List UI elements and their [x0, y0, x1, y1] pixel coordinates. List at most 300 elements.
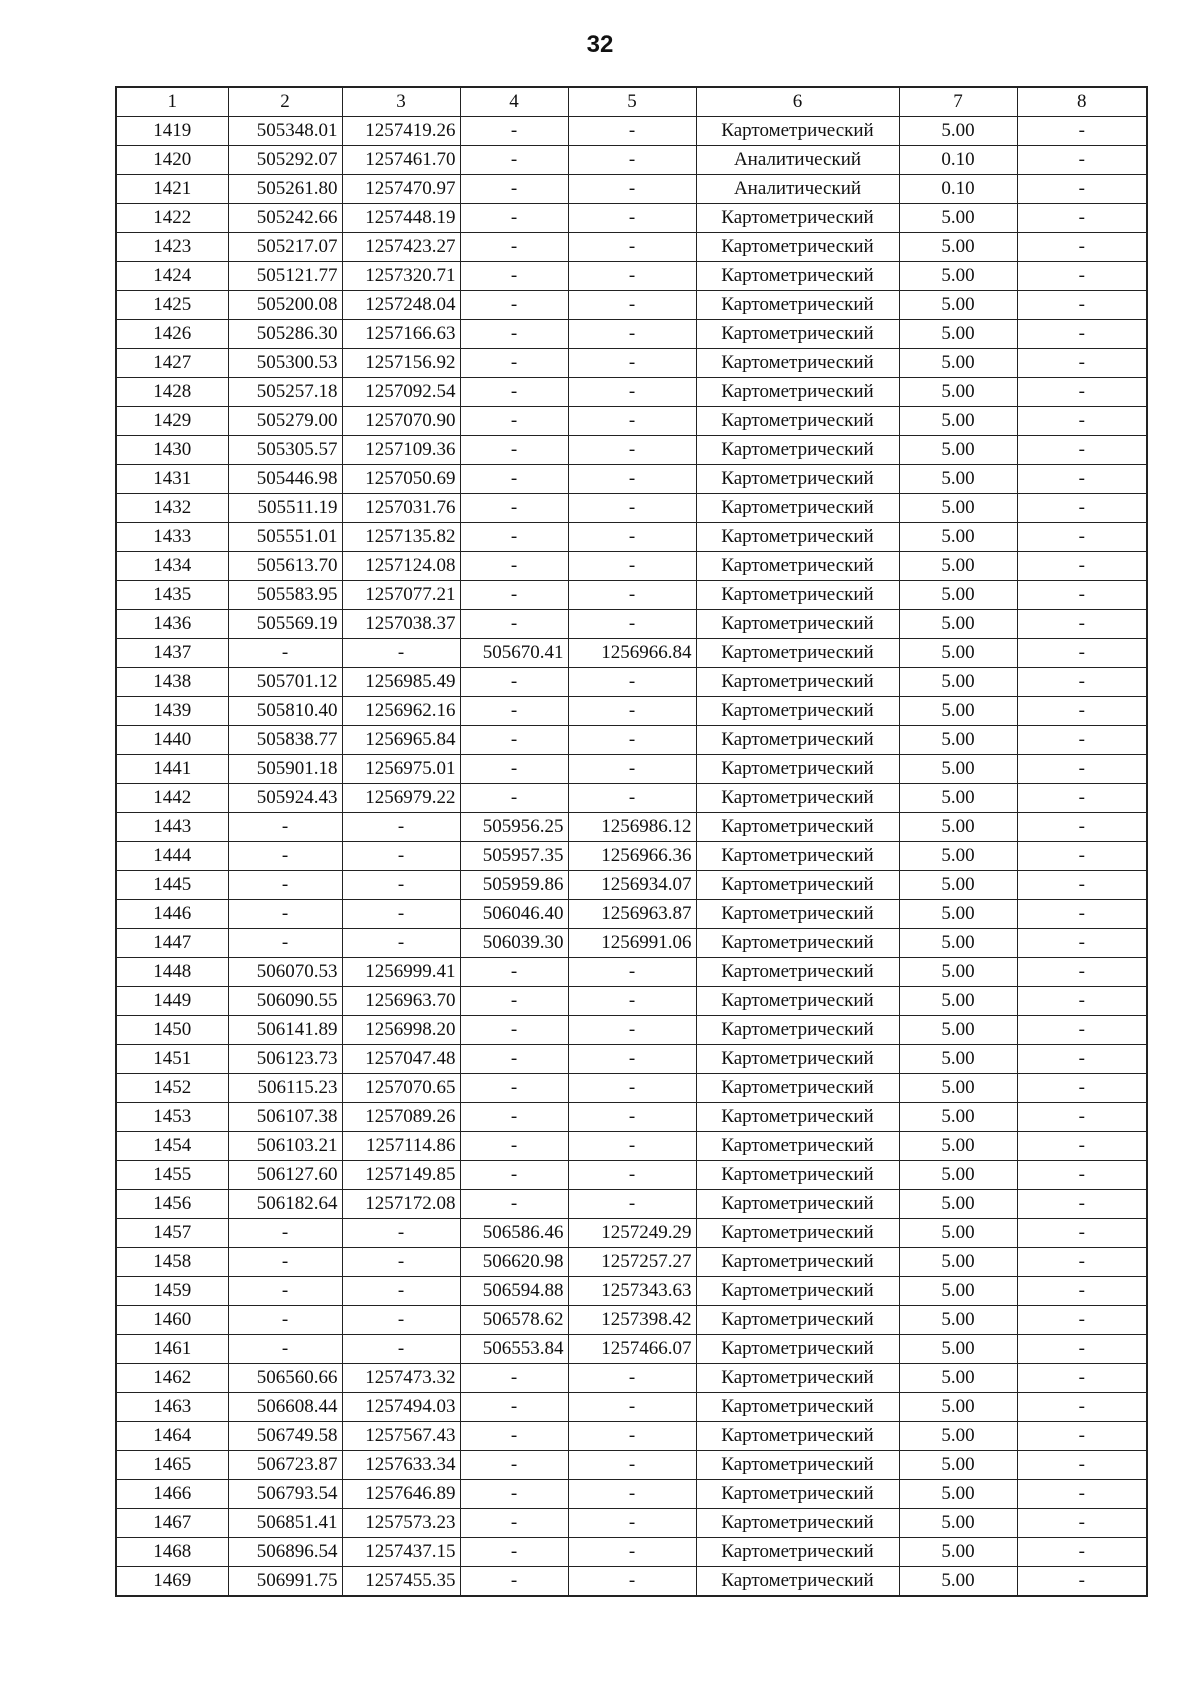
- cell-x-coordinate: 505348.01: [228, 117, 342, 146]
- table-header-row: [116, 87, 1147, 117]
- cell-x-coordinate: 506090.55: [228, 987, 342, 1016]
- cell-x-coordinate: -: [228, 929, 342, 958]
- cell-note: -: [1017, 755, 1147, 784]
- cell-x-coordinate: 506608.44: [228, 1393, 342, 1422]
- cell-x-coordinate: 506103.21: [228, 1132, 342, 1161]
- cell-y-coordinate: 1257494.03: [342, 1393, 460, 1422]
- cell-accuracy: 5.00: [899, 1045, 1017, 1074]
- cell-method: Картометрический: [696, 1219, 899, 1248]
- cell-point-number: 1465: [116, 1451, 228, 1480]
- cell-y-coordinate: 1257135.82: [342, 523, 460, 552]
- cell-point-number: 1423: [116, 233, 228, 262]
- cell-point-number: 1456: [116, 1190, 228, 1219]
- cell-point-number: 1422: [116, 204, 228, 233]
- table-row: [116, 871, 1147, 900]
- cell-note: -: [1017, 1306, 1147, 1335]
- cell-accuracy: 5.00: [899, 784, 1017, 813]
- cell-method: Картометрический: [696, 378, 899, 407]
- table-row: [116, 349, 1147, 378]
- cell-x-new-coordinate: -: [460, 262, 568, 291]
- cell-method: Картометрический: [696, 929, 899, 958]
- cell-x-coordinate: 505583.95: [228, 581, 342, 610]
- cell-y-new-coordinate: -: [568, 784, 696, 813]
- cell-point-number: 1455: [116, 1161, 228, 1190]
- cell-note: -: [1017, 494, 1147, 523]
- table-row: [116, 320, 1147, 349]
- cell-point-number: 1438: [116, 668, 228, 697]
- cell-method: Картометрический: [696, 320, 899, 349]
- cell-method: Картометрический: [696, 233, 899, 262]
- table-row: [116, 1451, 1147, 1480]
- cell-y-new-coordinate: -: [568, 552, 696, 581]
- table-row: [116, 233, 1147, 262]
- cell-note: -: [1017, 407, 1147, 436]
- cell-note: -: [1017, 262, 1147, 291]
- table-row: [116, 175, 1147, 204]
- cell-y-coordinate: 1257038.37: [342, 610, 460, 639]
- cell-accuracy: 5.00: [899, 1219, 1017, 1248]
- cell-x-coordinate: 505217.07: [228, 233, 342, 262]
- cell-x-new-coordinate: -: [460, 523, 568, 552]
- cell-y-new-coordinate: -: [568, 987, 696, 1016]
- table-row: [116, 1393, 1147, 1422]
- cell-method: Картометрический: [696, 1248, 899, 1277]
- cell-accuracy: 5.00: [899, 1248, 1017, 1277]
- cell-point-number: 1464: [116, 1422, 228, 1451]
- cell-y-new-coordinate: -: [568, 320, 696, 349]
- cell-accuracy: 5.00: [899, 233, 1017, 262]
- column-header-7: 7: [899, 87, 1017, 117]
- cell-point-number: 1432: [116, 494, 228, 523]
- cell-y-coordinate: 1257633.34: [342, 1451, 460, 1480]
- cell-y-coordinate: 1256979.22: [342, 784, 460, 813]
- cell-accuracy: 0.10: [899, 146, 1017, 175]
- cell-x-new-coordinate: -: [460, 581, 568, 610]
- cell-x-coordinate: -: [228, 1219, 342, 1248]
- cell-y-new-coordinate: -: [568, 1045, 696, 1074]
- table-row: [116, 1335, 1147, 1364]
- cell-x-coordinate: 505200.08: [228, 291, 342, 320]
- cell-accuracy: 5.00: [899, 1567, 1017, 1597]
- table-row: [116, 581, 1147, 610]
- cell-x-new-coordinate: -: [460, 1016, 568, 1045]
- cell-point-number: 1421: [116, 175, 228, 204]
- cell-y-new-coordinate: -: [568, 523, 696, 552]
- cell-method: Картометрический: [696, 1567, 899, 1597]
- cell-point-number: 1454: [116, 1132, 228, 1161]
- table-row: [116, 523, 1147, 552]
- cell-accuracy: 5.00: [899, 1277, 1017, 1306]
- cell-x-coordinate: 506123.73: [228, 1045, 342, 1074]
- table-row: [116, 1538, 1147, 1567]
- cell-method: Картометрический: [696, 1480, 899, 1509]
- cell-y-new-coordinate: -: [568, 697, 696, 726]
- cell-y-new-coordinate: 1256966.84: [568, 639, 696, 668]
- cell-y-new-coordinate: -: [568, 668, 696, 697]
- cell-method: Картометрический: [696, 1190, 899, 1219]
- cell-y-new-coordinate: -: [568, 291, 696, 320]
- cell-point-number: 1443: [116, 813, 228, 842]
- cell-accuracy: 5.00: [899, 1132, 1017, 1161]
- cell-point-number: 1430: [116, 436, 228, 465]
- cell-point-number: 1457: [116, 1219, 228, 1248]
- cell-note: -: [1017, 697, 1147, 726]
- cell-y-coordinate: 1257166.63: [342, 320, 460, 349]
- cell-x-new-coordinate: -: [460, 494, 568, 523]
- cell-x-new-coordinate: -: [460, 958, 568, 987]
- cell-x-new-coordinate: -: [460, 436, 568, 465]
- cell-point-number: 1469: [116, 1567, 228, 1597]
- cell-x-coordinate: 506182.64: [228, 1190, 342, 1219]
- cell-note: -: [1017, 436, 1147, 465]
- table-row: [116, 1219, 1147, 1248]
- cell-y-coordinate: -: [342, 639, 460, 668]
- cell-x-new-coordinate: -: [460, 726, 568, 755]
- cell-y-coordinate: 1256962.16: [342, 697, 460, 726]
- table-row: [116, 262, 1147, 291]
- cell-method: Картометрический: [696, 726, 899, 755]
- cell-x-new-coordinate: -: [460, 1422, 568, 1451]
- cell-x-coordinate: 505292.07: [228, 146, 342, 175]
- cell-method: Картометрический: [696, 842, 899, 871]
- cell-method: Картометрический: [696, 755, 899, 784]
- cell-accuracy: 5.00: [899, 465, 1017, 494]
- cell-point-number: 1426: [116, 320, 228, 349]
- cell-note: -: [1017, 900, 1147, 929]
- column-header-5: 5: [568, 87, 696, 117]
- table-row: [116, 842, 1147, 871]
- cell-x-new-coordinate: 506039.30: [460, 929, 568, 958]
- cell-y-coordinate: -: [342, 842, 460, 871]
- cell-accuracy: 5.00: [899, 958, 1017, 987]
- cell-x-new-coordinate: -: [460, 697, 568, 726]
- cell-method: Картометрический: [696, 1016, 899, 1045]
- cell-accuracy: 5.00: [899, 726, 1017, 755]
- cell-note: -: [1017, 233, 1147, 262]
- table-row: [116, 1016, 1147, 1045]
- table-row: [116, 1103, 1147, 1132]
- cell-point-number: 1429: [116, 407, 228, 436]
- cell-note: -: [1017, 1509, 1147, 1538]
- cell-x-new-coordinate: -: [460, 755, 568, 784]
- cell-method: Картометрический: [696, 1306, 899, 1335]
- cell-accuracy: 5.00: [899, 987, 1017, 1016]
- cell-y-coordinate: 1257461.70: [342, 146, 460, 175]
- cell-y-coordinate: 1256963.70: [342, 987, 460, 1016]
- cell-y-coordinate: -: [342, 813, 460, 842]
- cell-y-new-coordinate: -: [568, 1538, 696, 1567]
- cell-method: Картометрический: [696, 1161, 899, 1190]
- cell-x-new-coordinate: 505957.35: [460, 842, 568, 871]
- cell-x-new-coordinate: -: [460, 117, 568, 146]
- cell-note: -: [1017, 1451, 1147, 1480]
- table-row: [116, 639, 1147, 668]
- column-header-8: 8: [1017, 87, 1147, 117]
- cell-point-number: 1425: [116, 291, 228, 320]
- table-row: [116, 987, 1147, 1016]
- cell-point-number: 1436: [116, 610, 228, 639]
- cell-x-coordinate: 506141.89: [228, 1016, 342, 1045]
- cell-point-number: 1445: [116, 871, 228, 900]
- cell-accuracy: 5.00: [899, 1103, 1017, 1132]
- cell-y-new-coordinate: -: [568, 1364, 696, 1393]
- cell-x-new-coordinate: -: [460, 407, 568, 436]
- cell-x-coordinate: 506127.60: [228, 1161, 342, 1190]
- cell-note: -: [1017, 1045, 1147, 1074]
- cell-y-new-coordinate: -: [568, 1393, 696, 1422]
- cell-x-coordinate: 506070.53: [228, 958, 342, 987]
- cell-point-number: 1420: [116, 146, 228, 175]
- cell-x-new-coordinate: -: [460, 1103, 568, 1132]
- cell-y-new-coordinate: 1256963.87: [568, 900, 696, 929]
- cell-method: Картометрический: [696, 900, 899, 929]
- cell-y-coordinate: 1257070.65: [342, 1074, 460, 1103]
- cell-note: -: [1017, 1364, 1147, 1393]
- cell-y-new-coordinate: -: [568, 233, 696, 262]
- cell-y-new-coordinate: 1256991.06: [568, 929, 696, 958]
- cell-method: Картометрический: [696, 1074, 899, 1103]
- cell-x-new-coordinate: 506594.88: [460, 1277, 568, 1306]
- table-row: [116, 407, 1147, 436]
- cell-note: -: [1017, 581, 1147, 610]
- cell-y-coordinate: 1257156.92: [342, 349, 460, 378]
- cell-y-new-coordinate: 1257398.42: [568, 1306, 696, 1335]
- cell-y-coordinate: 1257070.90: [342, 407, 460, 436]
- cell-accuracy: 5.00: [899, 1161, 1017, 1190]
- table-row: [116, 929, 1147, 958]
- cell-point-number: 1431: [116, 465, 228, 494]
- cell-method: Картометрический: [696, 1335, 899, 1364]
- cell-point-number: 1437: [116, 639, 228, 668]
- cell-accuracy: 5.00: [899, 813, 1017, 842]
- cell-x-new-coordinate: -: [460, 1161, 568, 1190]
- page-number: 32: [586, 31, 614, 58]
- cell-point-number: 1419: [116, 117, 228, 146]
- table-row: [116, 784, 1147, 813]
- cell-method: Картометрический: [696, 1422, 899, 1451]
- cell-accuracy: 5.00: [899, 117, 1017, 146]
- cell-y-new-coordinate: -: [568, 1480, 696, 1509]
- cell-note: -: [1017, 784, 1147, 813]
- cell-point-number: 1459: [116, 1277, 228, 1306]
- cell-method: Картометрический: [696, 1393, 899, 1422]
- cell-accuracy: 5.00: [899, 320, 1017, 349]
- cell-y-coordinate: 1257248.04: [342, 291, 460, 320]
- cell-y-new-coordinate: -: [568, 1190, 696, 1219]
- cell-accuracy: 5.00: [899, 291, 1017, 320]
- cell-x-new-coordinate: -: [460, 1132, 568, 1161]
- cell-y-coordinate: 1256998.20: [342, 1016, 460, 1045]
- cell-x-coordinate: 505810.40: [228, 697, 342, 726]
- cell-accuracy: 5.00: [899, 1364, 1017, 1393]
- cell-method: Картометрический: [696, 1045, 899, 1074]
- cell-y-new-coordinate: -: [568, 117, 696, 146]
- cell-x-new-coordinate: 506620.98: [460, 1248, 568, 1277]
- cell-point-number: 1462: [116, 1364, 228, 1393]
- cell-x-coordinate: 506851.41: [228, 1509, 342, 1538]
- cell-note: -: [1017, 291, 1147, 320]
- cell-x-new-coordinate: -: [460, 146, 568, 175]
- table-row: [116, 291, 1147, 320]
- cell-accuracy: 5.00: [899, 436, 1017, 465]
- cell-y-coordinate: 1257047.48: [342, 1045, 460, 1074]
- cell-y-coordinate: 1257089.26: [342, 1103, 460, 1132]
- cell-point-number: 1466: [116, 1480, 228, 1509]
- cell-y-coordinate: 1257320.71: [342, 262, 460, 291]
- cell-x-coordinate: -: [228, 871, 342, 900]
- cell-x-coordinate: 505261.80: [228, 175, 342, 204]
- cell-accuracy: 5.00: [899, 1393, 1017, 1422]
- cell-y-coordinate: 1257124.08: [342, 552, 460, 581]
- table-row: [116, 1132, 1147, 1161]
- cell-method: Аналитический: [696, 146, 899, 175]
- cell-x-coordinate: 506793.54: [228, 1480, 342, 1509]
- cell-y-coordinate: 1257573.23: [342, 1509, 460, 1538]
- cell-note: -: [1017, 1132, 1147, 1161]
- cell-accuracy: 5.00: [899, 1190, 1017, 1219]
- cell-accuracy: 5.00: [899, 697, 1017, 726]
- cell-y-coordinate: 1257092.54: [342, 378, 460, 407]
- cell-accuracy: 5.00: [899, 668, 1017, 697]
- cell-y-new-coordinate: -: [568, 436, 696, 465]
- cell-method: Картометрический: [696, 1277, 899, 1306]
- cell-accuracy: 5.00: [899, 1074, 1017, 1103]
- cell-y-coordinate: 1257419.26: [342, 117, 460, 146]
- cell-y-new-coordinate: -: [568, 581, 696, 610]
- cell-method: Картометрический: [696, 291, 899, 320]
- column-header-2: 2: [228, 87, 342, 117]
- cell-method: Аналитический: [696, 175, 899, 204]
- cell-x-coordinate: 506991.75: [228, 1567, 342, 1597]
- cell-x-new-coordinate: -: [460, 378, 568, 407]
- cell-method: Картометрический: [696, 697, 899, 726]
- cell-method: Картометрический: [696, 784, 899, 813]
- cell-point-number: 1427: [116, 349, 228, 378]
- cell-note: -: [1017, 1567, 1147, 1597]
- cell-x-new-coordinate: -: [460, 1190, 568, 1219]
- cell-y-coordinate: 1257470.97: [342, 175, 460, 204]
- table-row: [116, 726, 1147, 755]
- cell-y-new-coordinate: -: [568, 494, 696, 523]
- cell-note: -: [1017, 1190, 1147, 1219]
- table-body: [116, 117, 1147, 1597]
- cell-y-coordinate: 1256985.49: [342, 668, 460, 697]
- cell-accuracy: 5.00: [899, 1306, 1017, 1335]
- cell-x-coordinate: -: [228, 1277, 342, 1306]
- cell-y-new-coordinate: -: [568, 146, 696, 175]
- cell-note: -: [1017, 1103, 1147, 1132]
- cell-x-new-coordinate: -: [460, 1045, 568, 1074]
- cell-method: Картометрический: [696, 1132, 899, 1161]
- cell-method: Картометрический: [696, 987, 899, 1016]
- cell-x-new-coordinate: -: [460, 1480, 568, 1509]
- cell-x-new-coordinate: -: [460, 784, 568, 813]
- cell-y-coordinate: 1257473.32: [342, 1364, 460, 1393]
- cell-y-coordinate: 1257149.85: [342, 1161, 460, 1190]
- cell-method: Картометрический: [696, 552, 899, 581]
- cell-accuracy: 5.00: [899, 204, 1017, 233]
- table-row: [116, 465, 1147, 494]
- cell-y-coordinate: -: [342, 929, 460, 958]
- cell-method: Картометрический: [696, 668, 899, 697]
- table-row: [116, 697, 1147, 726]
- cell-x-new-coordinate: 506046.40: [460, 900, 568, 929]
- cell-x-coordinate: 505551.01: [228, 523, 342, 552]
- cell-accuracy: 5.00: [899, 755, 1017, 784]
- cell-point-number: 1463: [116, 1393, 228, 1422]
- cell-note: -: [1017, 668, 1147, 697]
- cell-x-new-coordinate: 506586.46: [460, 1219, 568, 1248]
- cell-note: -: [1017, 320, 1147, 349]
- cell-x-coordinate: 505511.19: [228, 494, 342, 523]
- cell-y-new-coordinate: 1257466.07: [568, 1335, 696, 1364]
- cell-y-new-coordinate: -: [568, 1509, 696, 1538]
- cell-note: -: [1017, 146, 1147, 175]
- cell-y-new-coordinate: 1257249.29: [568, 1219, 696, 1248]
- table-row: [116, 204, 1147, 233]
- cell-y-new-coordinate: -: [568, 1451, 696, 1480]
- table-row: [116, 610, 1147, 639]
- cell-y-coordinate: -: [342, 1219, 460, 1248]
- table-row: [116, 1161, 1147, 1190]
- cell-y-coordinate: 1257172.08: [342, 1190, 460, 1219]
- cell-y-coordinate: 1257109.36: [342, 436, 460, 465]
- table-row: [116, 378, 1147, 407]
- cell-method: Картометрический: [696, 871, 899, 900]
- column-header-1: 1: [116, 87, 228, 117]
- cell-y-coordinate: 1256965.84: [342, 726, 460, 755]
- cell-x-new-coordinate: -: [460, 349, 568, 378]
- cell-point-number: 1444: [116, 842, 228, 871]
- column-header-6: 6: [696, 87, 899, 117]
- cell-x-new-coordinate: 506553.84: [460, 1335, 568, 1364]
- cell-accuracy: 5.00: [899, 1422, 1017, 1451]
- cell-x-new-coordinate: 505670.41: [460, 639, 568, 668]
- cell-x-coordinate: 505901.18: [228, 755, 342, 784]
- cell-point-number: 1460: [116, 1306, 228, 1335]
- cell-y-new-coordinate: -: [568, 726, 696, 755]
- cell-point-number: 1467: [116, 1509, 228, 1538]
- cell-y-new-coordinate: -: [568, 1016, 696, 1045]
- cell-point-number: 1428: [116, 378, 228, 407]
- cell-method: Картометрический: [696, 639, 899, 668]
- cell-y-coordinate: 1257050.69: [342, 465, 460, 494]
- cell-point-number: 1449: [116, 987, 228, 1016]
- cell-note: -: [1017, 1277, 1147, 1306]
- cell-x-coordinate: -: [228, 639, 342, 668]
- cell-y-new-coordinate: -: [568, 1567, 696, 1597]
- table-row: [116, 900, 1147, 929]
- cell-x-new-coordinate: -: [460, 987, 568, 1016]
- cell-note: -: [1017, 813, 1147, 842]
- cell-y-coordinate: -: [342, 871, 460, 900]
- cell-x-new-coordinate: 505956.25: [460, 813, 568, 842]
- cell-note: -: [1017, 842, 1147, 871]
- table-row: [116, 1248, 1147, 1277]
- cell-note: -: [1017, 1016, 1147, 1045]
- table-row: [116, 1364, 1147, 1393]
- cell-method: Картометрический: [696, 610, 899, 639]
- table-row: [116, 958, 1147, 987]
- cell-accuracy: 5.00: [899, 1016, 1017, 1045]
- cell-y-new-coordinate: 1257257.27: [568, 1248, 696, 1277]
- cell-accuracy: 5.00: [899, 407, 1017, 436]
- cell-y-coordinate: 1257031.76: [342, 494, 460, 523]
- cell-y-coordinate: -: [342, 1306, 460, 1335]
- cell-point-number: 1433: [116, 523, 228, 552]
- cell-accuracy: 5.00: [899, 610, 1017, 639]
- cell-x-coordinate: 505838.77: [228, 726, 342, 755]
